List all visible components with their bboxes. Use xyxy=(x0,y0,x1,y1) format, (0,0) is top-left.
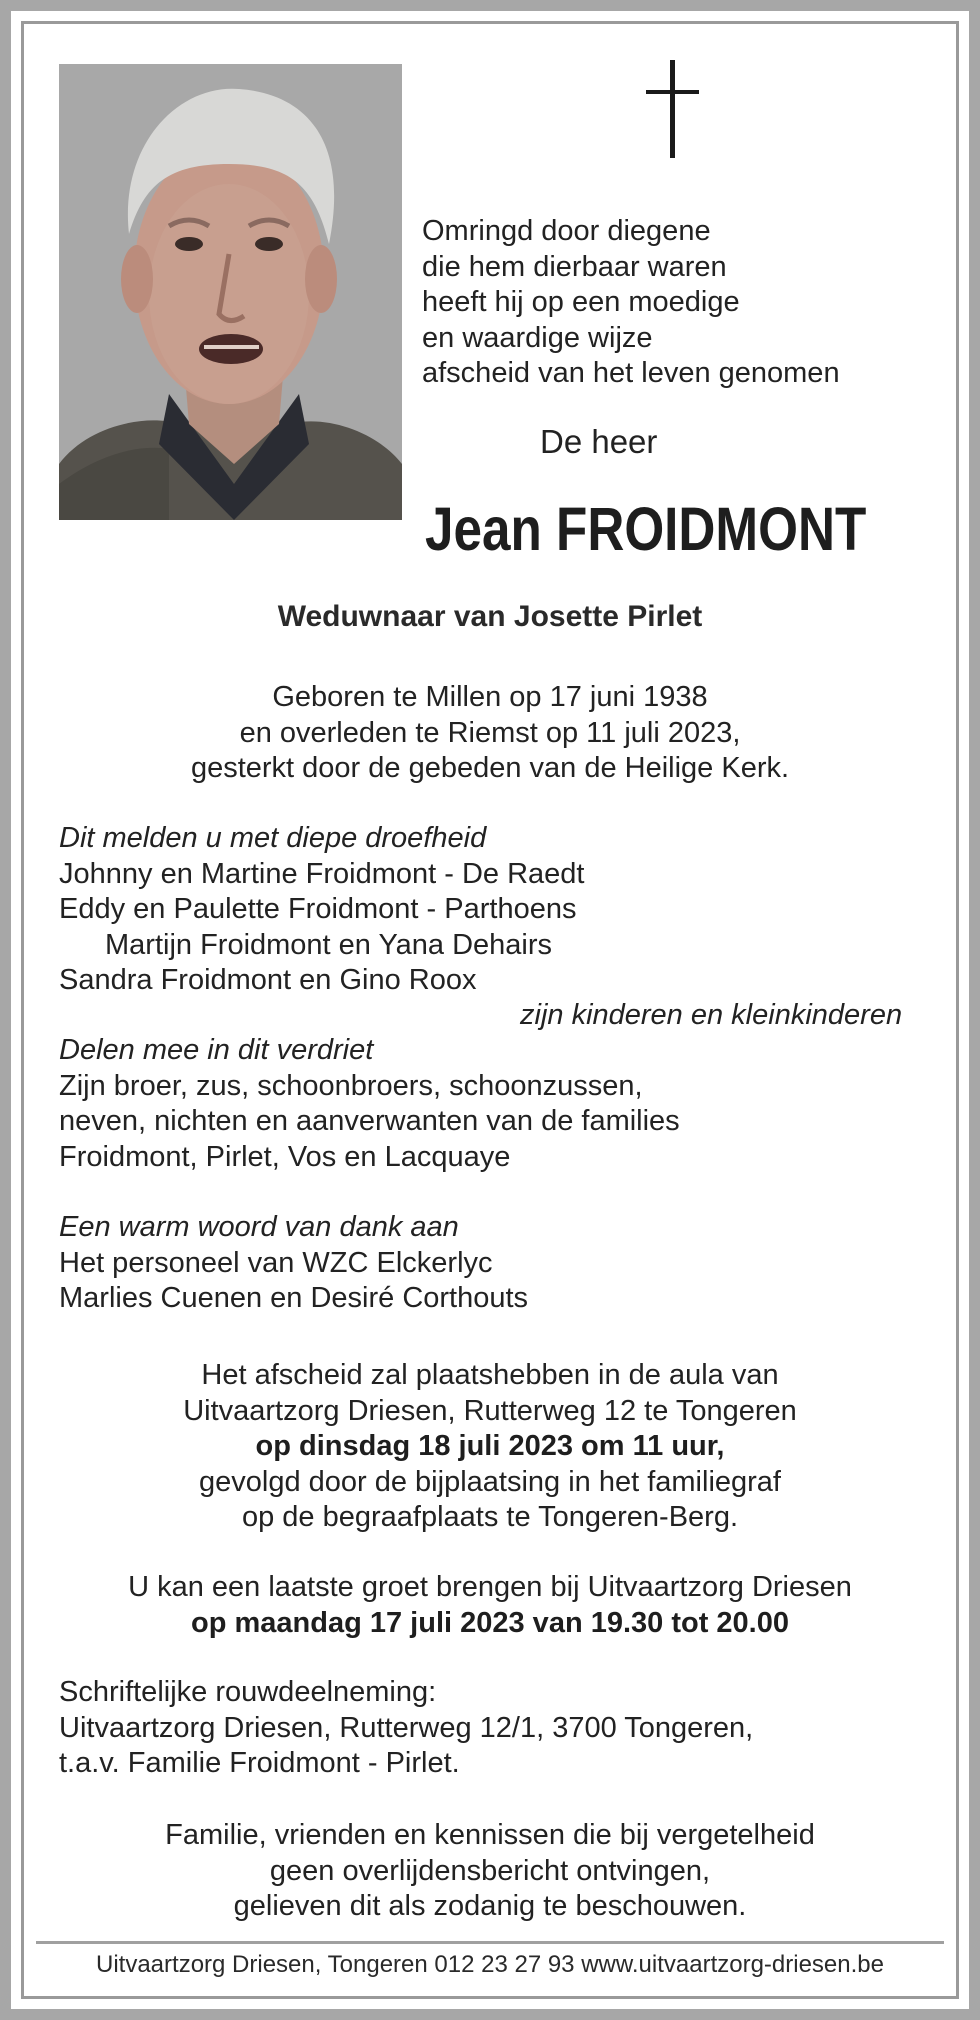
deceased-name: Jean FROIDMONT xyxy=(425,495,867,563)
intro-line: Omringd door diegene xyxy=(422,215,711,247)
condolence-line: Schriftelijke rouwdeelneming: xyxy=(59,1676,437,1708)
intro-line: en waardige wijze xyxy=(422,321,653,354)
visit-date: op maandag 17 juli 2023 van 19.30 tot 20.00 xyxy=(191,1606,789,1639)
intro-line: heeft hij op een moedige xyxy=(422,286,740,318)
thanks-line: Het personeel van WZC Elckerlyc xyxy=(59,1246,493,1279)
birth-line: Geboren te Millen op 17 juni 1938 xyxy=(272,681,708,713)
family-heading: Dit melden u met diepe droefheid xyxy=(59,822,487,854)
closing-block xyxy=(0,1818,980,1925)
closing-line: geen overlijdensbericht ontvingen, xyxy=(269,1854,711,1887)
sharing-line: Froidmont, Pirlet, Vos en Lacquaye xyxy=(59,1140,511,1173)
ceremony-line: gevolgd door de bijplaatsing in het familiegraf xyxy=(199,1465,781,1498)
ceremony-date: op dinsdag 18 juli 2023 om 11 uur, xyxy=(255,1430,725,1462)
thanks-line: Marlies Cuenen en Desiré Corthouts xyxy=(59,1282,529,1314)
sharing-line: neven, nichten en aanverwanten van de families xyxy=(59,1105,680,1137)
closing-line: Familie, vrienden en kennissen die bij vergetelheid xyxy=(165,1819,815,1851)
ceremony-line: Uitvaartzorg Driesen, Rutterweg 12 te Tongeren xyxy=(183,1394,797,1427)
sharing-heading: Delen mee in dit verdriet xyxy=(59,1034,374,1066)
visit-line: U kan een laatste groet brengen bij Uitvaartzorg Driesen xyxy=(128,1571,852,1603)
condolence-line: t.a.v. Familie Froidmont - Pirlet. xyxy=(59,1747,460,1779)
visit-block xyxy=(0,1570,980,1641)
family-member: Eddy en Paulette Froidmont - Parthoens xyxy=(59,893,577,925)
ceremony-line: op de begraafplaats te Tongeren-Berg. xyxy=(241,1501,739,1533)
widow-line: Weduwnaar van Josette Pirlet xyxy=(277,600,703,633)
condolence-line: Uitvaartzorg Driesen, Rutterweg 12/1, 3700 Tongeren, xyxy=(59,1711,754,1744)
family-member: Sandra Froidmont en Gino Roox xyxy=(59,964,477,996)
family-block xyxy=(59,821,584,999)
closing-line: gelieven dit als zodanig te beschouwen. xyxy=(233,1890,747,1922)
footer-divider xyxy=(36,1941,944,1944)
portrait-photo xyxy=(59,64,402,520)
ceremony-line: Het afscheid zal plaatshebben in de aula van xyxy=(201,1359,779,1391)
thanks-block xyxy=(59,1210,528,1317)
cross-icon xyxy=(633,60,713,160)
birth-death-block xyxy=(0,680,980,787)
church-line: gesterkt door de gebeden van de Heilige Kerk. xyxy=(190,752,790,784)
ceremony-block xyxy=(0,1358,980,1536)
sharing-line: Zijn broer, zus, schoonbroers, schoonzussen, xyxy=(59,1069,643,1102)
intro-text xyxy=(422,214,962,392)
condolence-block xyxy=(59,1675,753,1782)
family-member: Martijn Froidmont en Yana Dehairs xyxy=(105,928,553,961)
intro-line: afscheid van het leven genomen xyxy=(422,357,840,389)
death-line: en overleden te Riemst op 11 juli 2023, xyxy=(239,716,741,749)
thanks-heading: Een warm woord van dank aan xyxy=(59,1211,459,1243)
family-caption: zijn kinderen en kleinkinderen xyxy=(520,999,903,1031)
sharing-block xyxy=(59,1033,680,1175)
honorific: De heer xyxy=(540,423,658,460)
footer-text: Uitvaartzorg Driesen, Tongeren 012 23 27 93 www.uitvaartzorg-driesen.be xyxy=(96,1951,884,1978)
intro-line: die hem dierbaar waren xyxy=(422,250,727,283)
family-member: Johnny en Martine Froidmont - De Raedt xyxy=(59,857,585,890)
